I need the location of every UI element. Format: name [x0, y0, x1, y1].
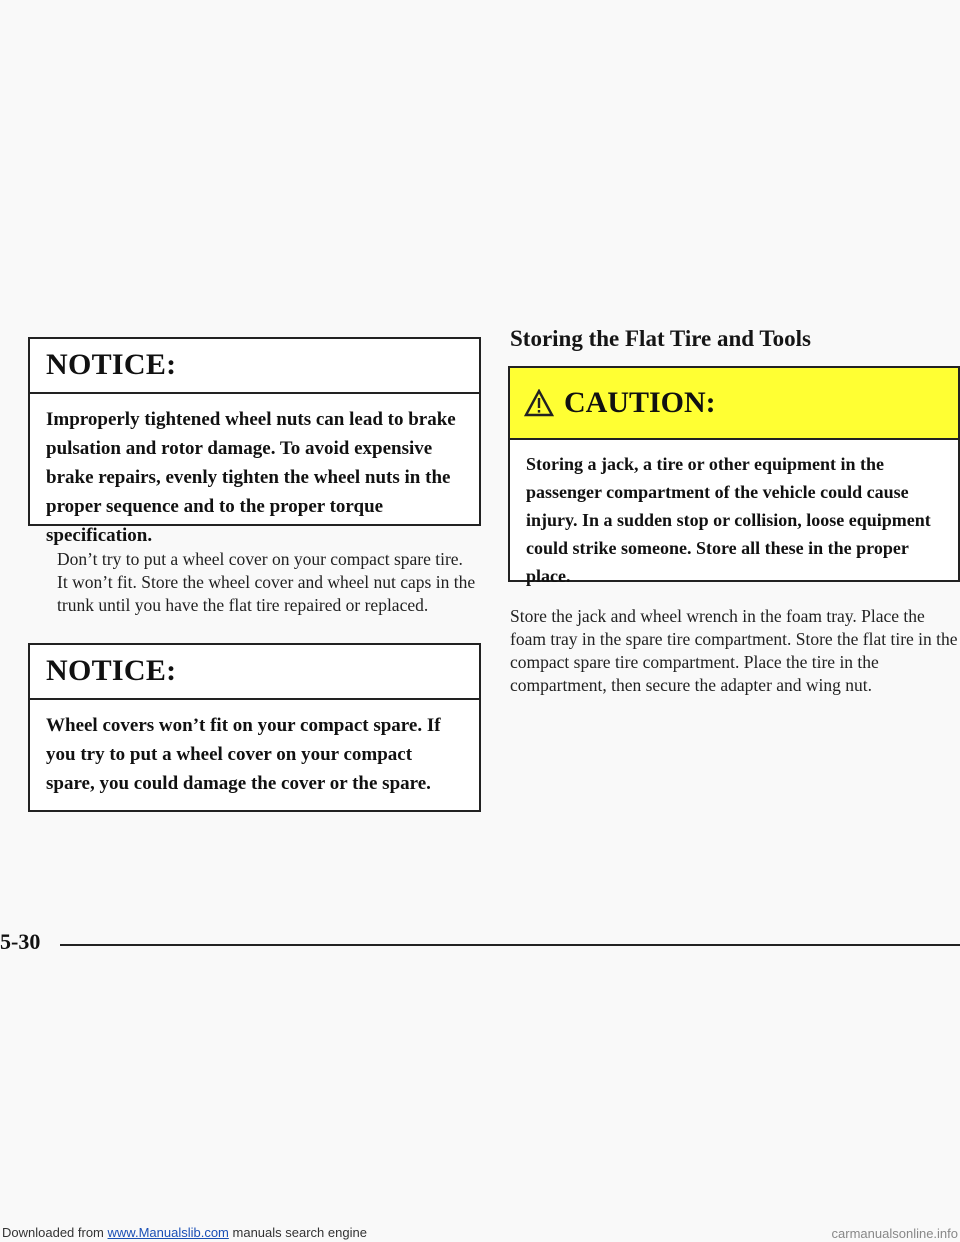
download-suffix: manuals search engine [232, 1225, 367, 1240]
notice-body: Improperly tightened wheel nuts can lead to brake pulsation and rotor damage. To avoid expensive brake repairs, evenly tighten the wheel nuts in the proper sequence and to the proper torque specification. [46, 409, 456, 546]
notice-body: Wheel covers won’t fit on your compact spare. If you try to put a wheel cover on your compact spare, you could damage the cover or the spare. [46, 715, 441, 794]
caution-heading: CAUTION: [564, 386, 716, 419]
caution-box [508, 366, 960, 586]
section-title: Storing the Flat Tire and Tools [510, 326, 811, 351]
storage-paragraph: Store the jack and wheel wrench in the foam tray. Place the foam tray in the spare tire compartment. Store the flat tire in the compact spare tire compartment. Place the tire in the compartment, then secure the adapter and wing nut. [510, 606, 958, 695]
wheel-cover-paragraph: Don’t try to put a wheel cover on your compact spare tire. It won’t fit. Store the wheel cover and wheel nut caps in the trunk until you have the flat tire repaired or replaced. [57, 549, 476, 615]
caution-header [510, 368, 958, 440]
watermark: carmanualsonline.info [831, 1226, 958, 1241]
notice-heading: NOTICE: [30, 645, 479, 700]
notice-box-2 [28, 643, 481, 812]
manualslib-link[interactable]: www.Manualslib.com [107, 1225, 229, 1240]
page-number: 5-30 [0, 929, 41, 954]
notice-box-1 [28, 337, 481, 546]
warning-triangle-icon [524, 389, 554, 417]
footer-divider [60, 944, 960, 946]
download-prefix: Downloaded from [2, 1225, 104, 1240]
caution-body: Storing a jack, a tire or other equipment in the passenger compartment of the vehicle could cause injury. In a sudden stop or collision, loose equipment could strike someone. Store all these in the proper place. [526, 454, 931, 586]
download-bar [2, 1225, 367, 1240]
notice-heading: NOTICE: [30, 339, 479, 394]
